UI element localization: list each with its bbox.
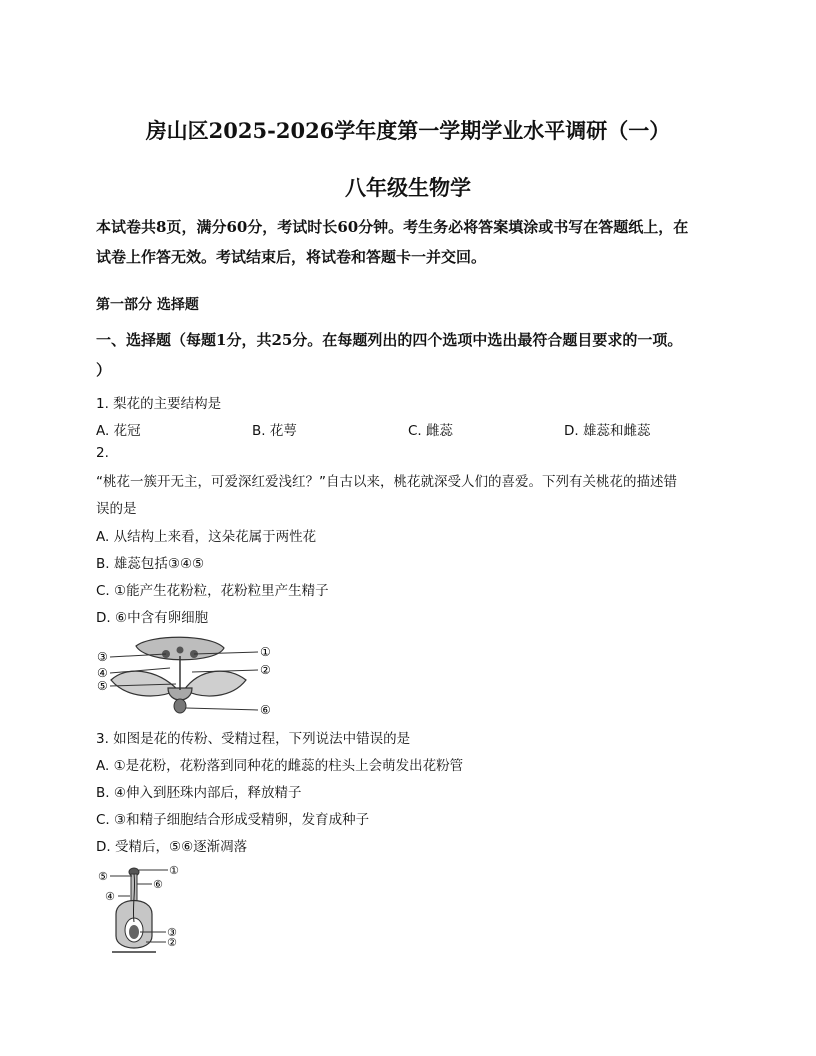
q2-label-6: ⑥ — [260, 703, 271, 717]
q3-option-a: A. ①是花粉，花粉落到同种花的雌蕊的柱头上会萌发出花粉管 — [96, 758, 464, 774]
section-heading-line-2: ） — [96, 361, 112, 379]
q2-label-4: ④ — [97, 666, 108, 680]
q3-label-2: ② — [167, 936, 177, 949]
q3-option-d: D. 受精后，⑤⑥逐渐凋落 — [96, 839, 248, 855]
part-title: 第一部分 选择题 — [96, 297, 199, 313]
peach-flower-diagram — [96, 628, 276, 718]
q3-label-5: ⑤ — [98, 870, 108, 883]
q3-stem: 3. 如图是花的传粉、受精过程，下列说法中错误的是 — [96, 731, 411, 747]
q3-option-b: B. ④伸入到胚珠内部后，释放精子 — [96, 785, 302, 801]
q2-number: 2. — [96, 445, 109, 461]
page-title: 房山区2025-2026学年度第一学期学业水平调研（一） — [145, 118, 671, 143]
q2-stem-line-2: 误的是 — [96, 501, 137, 517]
instructions-line-1: 本试卷共8页，满分60分，考试时长60分钟。考生务必将答案填涂或书写在答题纸上，在 — [96, 218, 689, 236]
q2-option-d: D. ⑥中含有卵细胞 — [96, 610, 209, 626]
q2-option-b: B. 雄蕊包括③④⑤ — [96, 556, 205, 572]
q2-label-1: ① — [260, 645, 271, 659]
page-subtitle: 八年级生物学 — [345, 175, 471, 200]
instructions-line-2: 试卷上作答无效。考试结束后，将试卷和答题卡一并交回。 — [96, 248, 487, 266]
q2-option-a: A. 从结构上来看，这朵花属于两性花 — [96, 529, 317, 545]
section-heading-line-1: 一、选择题（每题1分，共25分。在每题列出的四个选项中选出最符合题目要求的一项。 — [96, 331, 683, 349]
pistil-fertilization-diagram — [96, 862, 186, 958]
q2-label-3: ③ — [97, 650, 108, 664]
q3-label-4: ④ — [105, 890, 115, 903]
q2-option-c: C. ①能产生花粉粒，花粉粒里产生精子 — [96, 583, 329, 599]
q1-option-c: C. 雌蕊 — [408, 423, 454, 439]
q3-label-6: ⑥ — [153, 878, 163, 891]
q1-option-a: A. 花冠 — [96, 423, 141, 439]
q3-label-1: ① — [169, 864, 179, 877]
q2-label-5: ⑤ — [97, 679, 108, 693]
q1-stem: 1. 梨花的主要结构是 — [96, 396, 222, 412]
q1-option-d: D. 雄蕊和雌蕊 — [564, 423, 651, 439]
q2-label-2: ② — [260, 663, 271, 677]
q2-stem-line-1: “桃花一簇开无主，可爱深红爱浅红？”自古以来，桃花就深受人们的喜爱。下列有关桃花的描述错 — [96, 474, 677, 490]
q1-option-b: B. 花萼 — [252, 423, 297, 439]
q3-option-c: C. ③和精子细胞结合形成受精卵，发育成种子 — [96, 812, 370, 828]
q3-label-3: ③ — [167, 926, 177, 939]
